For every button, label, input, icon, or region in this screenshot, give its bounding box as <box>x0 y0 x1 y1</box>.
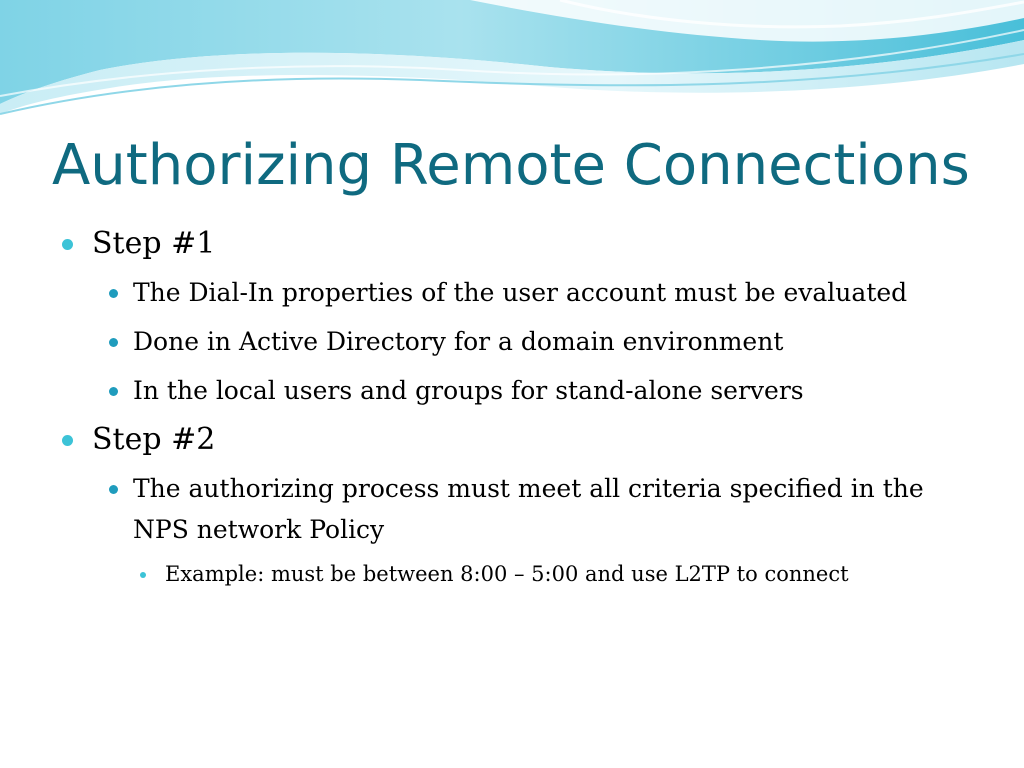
bullet-dot-icon <box>109 289 118 298</box>
bullet-text: Example: must be between 8:00 – 5:00 and use L2TP to connect <box>165 562 849 586</box>
list-item <box>60 224 960 264</box>
bullet-text: Step #1 <box>92 226 216 261</box>
bullet-dot-icon <box>140 572 146 578</box>
list-item <box>60 321 960 362</box>
bullet-text: The Dial-In properties of the user account must be evaluated <box>133 278 908 307</box>
bullet-text: In the local users and groups for stand-alone servers <box>133 376 804 405</box>
bullet-dot-icon <box>62 435 73 446</box>
list-item <box>60 556 960 592</box>
bullet-dot-icon <box>109 387 118 396</box>
bullet-list <box>60 224 960 592</box>
bullet-text: Step #2 <box>92 422 216 457</box>
wave-banner <box>0 0 1024 130</box>
list-item <box>60 420 960 460</box>
list-item <box>60 468 960 550</box>
bullet-text: The authorizing process must meet all criteria specified in the NPS network Policy <box>133 474 924 544</box>
list-item <box>60 272 960 313</box>
bullet-dot-icon <box>109 485 118 494</box>
bullet-dot-icon <box>109 338 118 347</box>
list-item <box>60 370 960 411</box>
slide-title: Authorizing Remote Connections <box>52 133 970 198</box>
bullet-dot-icon <box>62 239 73 250</box>
bullet-text: Done in Active Directory for a domain environment <box>133 327 784 356</box>
